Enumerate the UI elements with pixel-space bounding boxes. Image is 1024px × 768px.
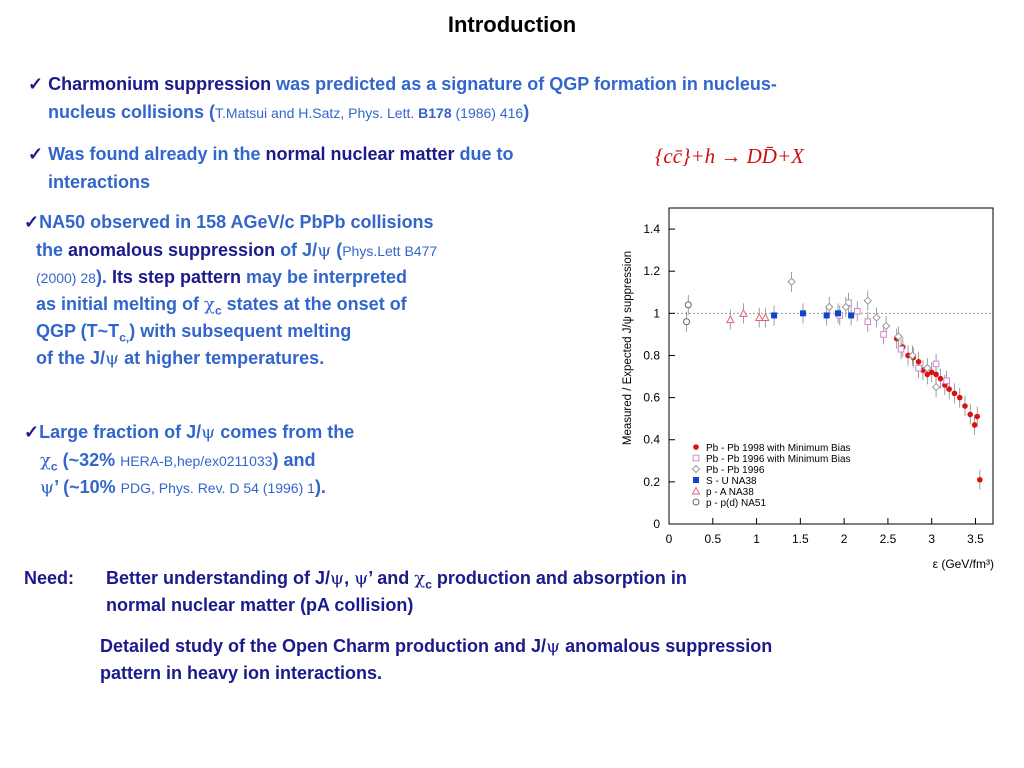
x-axis-label: ε (GeV/fm³) [932, 557, 994, 571]
legend-marker [693, 477, 699, 483]
data-point-filled-circle [946, 386, 952, 392]
bullet-normal-matter-line2: interactions [48, 172, 151, 192]
y-tick-label: 1.2 [643, 264, 660, 279]
bullet-na50-line1: ✓NA50 observed in 158 AGeV/c PbPb collisions [24, 212, 434, 232]
data-point-filled-circle [972, 422, 978, 428]
data-point-open-square [944, 378, 950, 384]
jpsi-suppression-chart [614, 198, 1006, 576]
data-point-filled-square [848, 312, 854, 318]
data-point-filled-circle [957, 395, 963, 401]
bullet-charmonium-line2: nucleus collisions (T.Matsui and H.Satz, Phys. Lett. B178 (1986) 416) [48, 102, 530, 122]
y-tick-label: 0 [653, 517, 660, 531]
step-pattern-term: step pattern [137, 267, 241, 287]
x-tick-label: 1.5 [792, 532, 809, 546]
data-point-open-square [933, 361, 939, 367]
data-point-filled-circle [916, 359, 922, 365]
charmonium-suppression-term: Charmonium suppression [48, 74, 272, 94]
legend-marker [693, 444, 699, 450]
bullet-na50-line2: the anomalous suppression of J/ψ (Phys.Lett B477 [36, 240, 438, 261]
need-label: Need: [24, 568, 75, 588]
x-tick-label: 2 [840, 532, 848, 546]
data-point-filled-circle [967, 412, 973, 418]
legend-entry: Pb - Pb 1996 [706, 465, 765, 476]
x-tick-label: 0.5 [704, 532, 722, 546]
legend-entry: p - A NA38 [706, 487, 754, 498]
y-tick-label: 0.6 [643, 390, 660, 405]
data-point-open-square [865, 319, 871, 325]
data-point-open-square [854, 308, 860, 314]
data-point-open-square [898, 346, 904, 352]
normal-nuclear-matter-term: normal nuclear matter [265, 144, 455, 164]
hera-b-reference: HERA-B,hep/ex0211033 [120, 453, 273, 469]
matsui-satz-reference: T.Matsui and H.Satz, Phys. Lett. [215, 105, 419, 121]
bullet-normal-matter-line1: ✓ Was found already in the normal nuclear matter due to [28, 144, 514, 164]
bullet-feeddown-line2: $\chi_c$ (~32% HERA-B,hep/ex0211033) and [40, 450, 316, 474]
need-line2: normal nuclear matter (pA collision) [106, 595, 414, 615]
y-tick-label: 0.2 [643, 474, 660, 489]
data-point-filled-square [800, 310, 806, 316]
legend-entry: p - p(d) NA51 [706, 498, 767, 509]
page-title: Introduction [447, 12, 577, 37]
y-tick-label: 0.4 [643, 432, 660, 447]
bullet-na50-line4: as initial melting of $\chi_c$ states at the onset of [36, 294, 407, 318]
data-point-open-circle [684, 319, 690, 325]
data-point-filled-square [771, 312, 777, 318]
y-axis-label: Measured / Expected J/ψ suppression [622, 250, 634, 446]
data-point-filled-circle [977, 477, 983, 483]
data-point-filled-circle [974, 414, 980, 420]
x-tick-label: 3 [928, 532, 936, 546]
data-point-filled-circle [962, 403, 968, 409]
y-tick-label: 1 [653, 306, 660, 321]
legend-entry: Pb - Pb 1998 with Minimum Bias [706, 443, 851, 454]
bullet-feeddown-line3: ψ’ (~10% PDG, Phys. Rev. D 54 (1996) 1). [40, 477, 326, 498]
legend-entry: Pb - Pb 1996 with Minimum Bias [706, 454, 851, 465]
data-point-filled-square [835, 310, 841, 316]
x-tick-label: 1 [753, 532, 760, 546]
data-point-open-square [916, 365, 922, 371]
data-point-filled-circle [938, 376, 944, 382]
data-point-filled-circle [933, 372, 939, 378]
data-point-open-circle [685, 302, 691, 308]
legend-marker [693, 455, 699, 461]
x-tick-label: 3.5 [967, 532, 984, 546]
data-point-filled-square [824, 312, 830, 318]
need-line4: pattern in heavy ion interactions. [100, 663, 383, 683]
y-tick-label: 0.8 [643, 348, 660, 363]
dissociation-formula: {cc̄}+h → DD̄+X [655, 144, 804, 168]
legend-entry: S - U NA38 [706, 476, 757, 487]
bullet-na50-line5: QGP $(T\sim T_{c,})$ with subsequent melting [36, 321, 352, 345]
bullet-charmonium-line1: ✓ Charmonium suppression was predicted as a signature of QGP formation in nucleus- [28, 74, 777, 94]
y-tick-label: 1.4 [643, 222, 660, 237]
bullet-feeddown-line1: ✓Large fraction of J/ψ comes from the [24, 422, 355, 443]
data-point-open-square [881, 332, 887, 338]
pdg-reference: PDG, Phys. Rev. D 54 (1996) 1 [120, 480, 315, 496]
data-point-filled-circle [952, 391, 958, 397]
anomalous-suppression-term: anomalous suppression [68, 240, 276, 260]
legend-marker [693, 499, 699, 505]
need-line3: Detailed study of the Open Charm production and J/ψ anomalous suppression [100, 636, 773, 657]
bullet-na50-line3: (2000) 28). Its step pattern may be interpreted [36, 267, 408, 287]
bullet-na50-line6: of the J/ψ at higher temperatures. [36, 348, 325, 369]
x-tick-label: 0 [665, 532, 673, 546]
x-tick-label: 2.5 [879, 532, 897, 546]
need-line1: Better understanding of J/ψ, ψ’ and $\chi_c$ production and absorption in [106, 568, 687, 592]
